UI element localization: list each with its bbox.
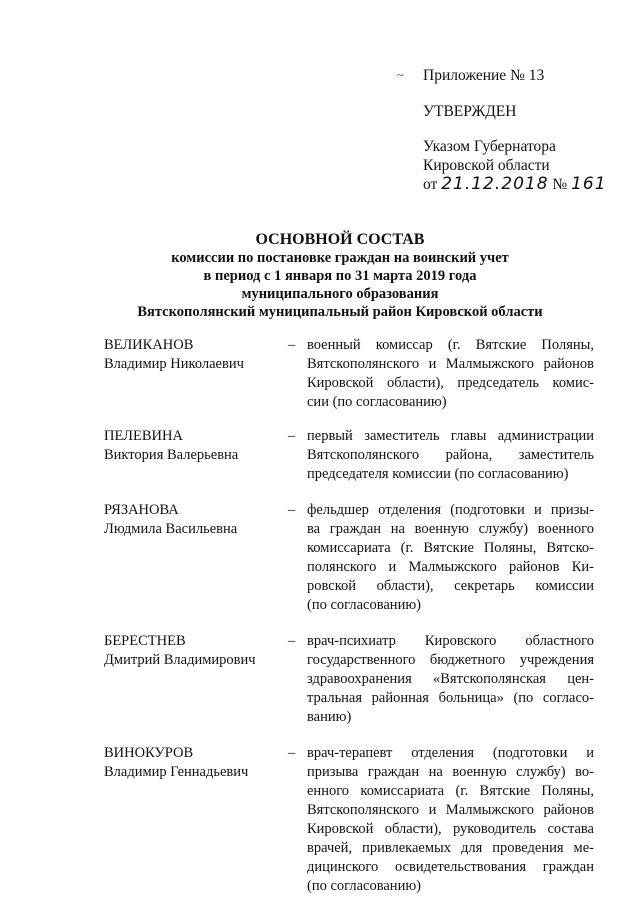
member-role-line: ва граждан на военную службу) военного — [307, 521, 594, 537]
member-given-names: Виктория Валерьевна — [104, 447, 239, 463]
member-role-line: полянского и Малмыжского районов Ки- — [307, 559, 594, 575]
title-line-2: в период с 1 января по 31 марта 2019 года — [203, 268, 477, 284]
title-heading: ОСНОВНОЙ СОСТАВ — [255, 231, 425, 248]
appendix-label: Приложение № 13 — [423, 67, 545, 84]
member-role-line: тральная районная больница» (по согласо- — [307, 690, 594, 706]
member-role-line: государственного бюджетного учреждения — [307, 652, 594, 668]
member-name — [104, 501, 284, 539]
member-role-line: ванию) — [307, 709, 352, 725]
member-name — [104, 336, 284, 374]
members-list — [104, 336, 594, 896]
member-role-line: сии (по согласованию) — [307, 394, 447, 410]
member-role-line: врачей, привлекаемых для проведения ме- — [307, 840, 594, 856]
committee-member — [104, 744, 594, 896]
decree-line-2: Кировской области — [423, 157, 550, 174]
handwritten-date: 21.12.2018 — [441, 174, 549, 194]
member-role — [307, 427, 594, 484]
member-role-line: (по согласованию) — [307, 878, 421, 894]
member-role — [307, 501, 594, 615]
member-role-line: Вятскополянского района, заместитель — [307, 447, 594, 463]
number-prefix: № — [552, 176, 568, 193]
member-role-line: комиссариата (г. Вятские Поляны, Вятско- — [307, 540, 594, 556]
member-role-line: здравоохранения «Вятскополянская цен- — [307, 671, 594, 687]
member-name — [104, 632, 284, 670]
member-role-line: (по согласованию) — [307, 597, 421, 613]
date-prefix: от — [423, 176, 438, 193]
member-surname: ПЕЛЕВИНА — [104, 428, 183, 444]
member-role — [307, 744, 594, 896]
member-role-line: енного комиссариата (г. Вятские Поляны, — [307, 783, 594, 799]
member-role-line: Кировской области), председатель комис- — [307, 375, 594, 391]
member-surname: БЕРЕСТНЕВ — [104, 633, 186, 649]
approved-label: УТВЕРЖДЕН — [423, 103, 517, 120]
member-name — [104, 744, 284, 782]
member-role-line: призыва граждан на военную службу) во- — [307, 764, 594, 780]
member-role-line: дицинского освидетельствования граждан — [307, 859, 594, 875]
committee-member — [104, 632, 594, 727]
member-dash: – — [288, 428, 296, 444]
member-given-names: Владимир Геннадьевич — [104, 764, 249, 780]
member-role-line: Кировской области), руководитель состава — [307, 821, 594, 837]
member-role-line: военный комиссар (г. Вятские Поляны, — [307, 337, 594, 353]
member-role-line: первый заместитель главы администрации — [307, 428, 594, 444]
member-role — [307, 336, 594, 412]
member-dash: – — [288, 337, 296, 353]
member-role-line: врач-психиатр Кировского областного — [307, 633, 594, 649]
decree-line-1: Указом Губернатора — [423, 138, 556, 155]
member-given-names: Владимир Николаевич — [104, 356, 244, 372]
member-given-names: Людмила Васильевна — [104, 521, 238, 537]
member-surname: ВЕЛИКАНОВ — [104, 337, 194, 353]
pen-mark: ~ — [397, 68, 404, 82]
member-dash: – — [288, 745, 296, 761]
committee-member — [104, 501, 594, 615]
member-role-line: Вятскополянского и Малмыжского районов — [307, 356, 594, 372]
member-role-line: фельдшер отделения (подготовки и призы- — [307, 502, 594, 518]
member-dash: – — [288, 502, 296, 518]
member-role — [307, 632, 594, 727]
member-role-line: врач-терапевт отделения (подготовки и — [307, 745, 594, 761]
member-role-line: ровской области), секретарь комиссии — [307, 578, 594, 594]
committee-member — [104, 336, 594, 412]
approval-block — [397, 66, 623, 194]
decree-date-line — [423, 175, 623, 194]
member-role-line: Вятскополянского и Малмыжского районов — [307, 802, 594, 818]
member-role-line: председателя комиссии (по согласованию) — [307, 466, 569, 482]
title-line-4: Вятскополянский муниципальный район Кировской области — [137, 304, 543, 320]
member-surname: РЯЗАНОВА — [104, 502, 179, 518]
committee-member — [104, 427, 594, 484]
document-title — [90, 230, 590, 321]
title-line-1: комиссии по постановке граждан на воинский учет — [171, 250, 509, 266]
member-given-names: Дмитрий Владимирович — [104, 652, 256, 668]
handwritten-number: 161 — [571, 174, 607, 194]
title-line-3: муниципального образования — [241, 286, 439, 302]
member-dash: – — [288, 633, 296, 649]
member-surname: ВИНОКУРОВ — [104, 745, 194, 761]
member-name — [104, 427, 284, 465]
